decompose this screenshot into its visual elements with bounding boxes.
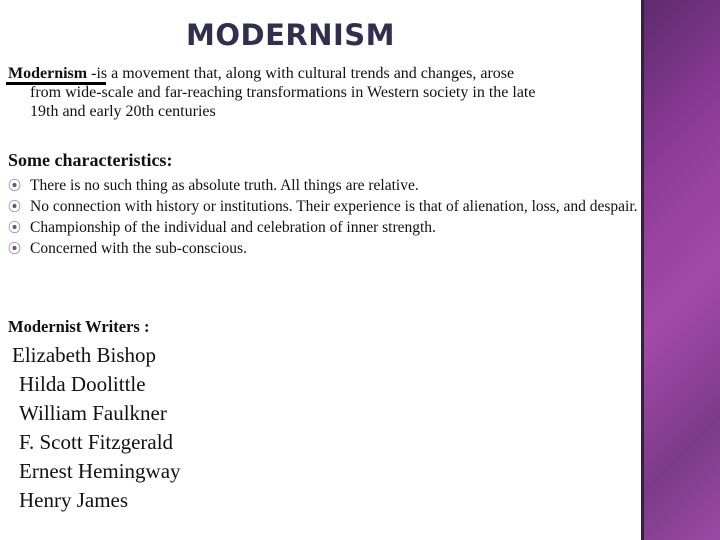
circled-dot-icon: ⦿ [8, 220, 22, 235]
circled-dot-icon: ⦿ [8, 178, 22, 193]
circled-dot-icon: ⦿ [8, 241, 22, 256]
characteristic-text: No connection with history or institutions. Their experience is that of alienation, loss, and despair. [30, 198, 638, 215]
list-item [8, 240, 638, 258]
writer-name: Henry James [19, 488, 129, 512]
writer-name: Hilda Doolittle [19, 372, 146, 396]
circled-dot-icon: ⦿ [8, 199, 22, 214]
characteristics-list [8, 177, 638, 261]
intro-paragraph [8, 64, 638, 121]
list-item [8, 219, 638, 237]
writers-heading: Modernist Writers : [8, 317, 150, 336]
characteristic-text: Concerned with the sub-conscious. [30, 240, 247, 257]
writer-name: Ernest Hemingway [19, 459, 181, 483]
decorative-side-band [641, 0, 720, 540]
list-item [8, 177, 638, 195]
characteristics-heading: Some characteristics: [8, 150, 173, 170]
side-band-edge [641, 0, 644, 540]
slide-title: MODERNISM [186, 18, 396, 52]
characteristic-text: There is no such thing as absolute truth. All things are relative. [30, 177, 419, 194]
list-item [8, 198, 638, 216]
writer-name: William Faulkner [19, 401, 167, 425]
writer-name: F. Scott Fitzgerald [19, 430, 174, 454]
intro-text-line3: 19th and early 20th centuries [30, 103, 216, 120]
characteristic-text: Championship of the individual and celebration of inner strength. [30, 219, 436, 236]
intro-term: Modernism [8, 65, 88, 82]
intro-text-line2: from wide-scale and far-reaching transformations in Western society in the late [30, 84, 536, 101]
writer-name: Elizabeth Bishop [12, 343, 157, 367]
intro-text-line1: -is a movement that, along with cultural trends and changes, arose [87, 65, 515, 82]
writers-list [12, 341, 181, 515]
